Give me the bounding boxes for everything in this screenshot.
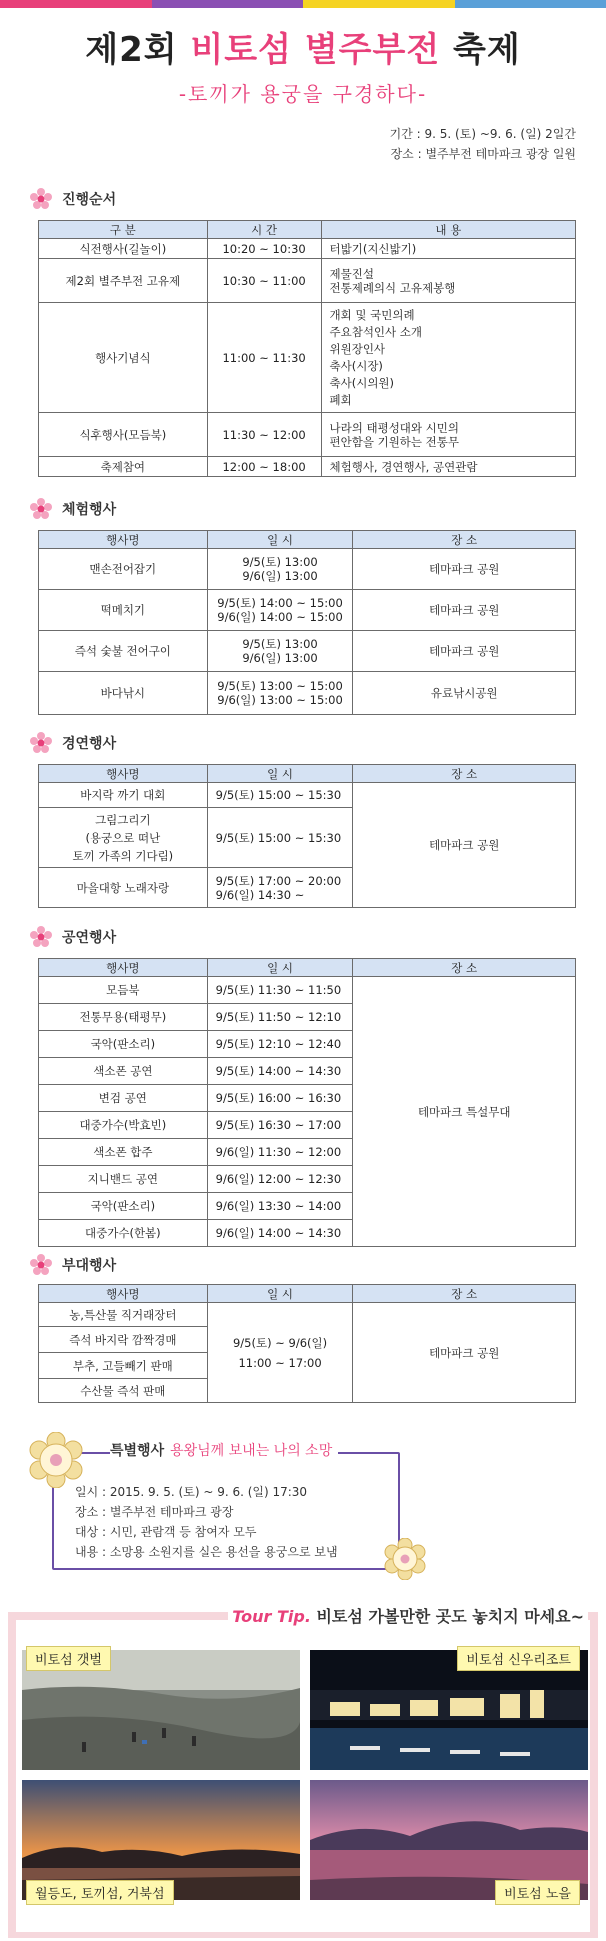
table-row: [39, 457, 576, 477]
cell-line: 축사(시장): [329, 358, 383, 373]
title-part1: 제2회: [85, 30, 191, 70]
table-cell: [321, 303, 576, 413]
title-highlight: 비토섬 별주부전: [190, 30, 441, 70]
event-place: 장소 : 별주부전 테마파크 광장 일원: [390, 147, 576, 161]
header-cell: 장 소: [353, 1285, 576, 1303]
header-cell: 장 소: [353, 765, 576, 783]
flower-icon: [30, 188, 52, 210]
table-cell: 테마파크 공원: [353, 1303, 576, 1403]
table-row: [39, 1303, 576, 1327]
tip-text: 비토섬 가볼만한 곳도 놓치지 마세요~: [316, 1607, 584, 1626]
event-meta: [390, 124, 576, 164]
header-cell: 행사명: [39, 765, 208, 783]
photo-caption-mudflat: 비토섬 갯벌: [26, 1646, 111, 1671]
flower-icon: [30, 1254, 52, 1276]
cell-line: 9/5(토) 15:00 ~ 15:30: [215, 788, 342, 802]
table-cell: [39, 783, 208, 808]
page-subtitle: -토끼가 용궁을 구경하다-: [178, 82, 428, 106]
cell-line: 9/6(일) 13:00: [242, 651, 318, 665]
cell-line: 토끼 가족의 기다림): [72, 848, 174, 863]
table-cell: [207, 1303, 353, 1403]
header-cell: 장 소: [353, 959, 576, 977]
table-cell: 11:30 ~ 12:00: [207, 413, 321, 457]
photo-caption-resort: 비토섬 신우리조트: [457, 1646, 580, 1671]
table-cell: 전통무용(태평무): [39, 1004, 208, 1031]
cell-line: 마을대항 노래자랑: [76, 880, 170, 895]
table-cell: 9/6(일) 11:30 ~ 12:00: [207, 1139, 353, 1166]
table-cell: [39, 808, 208, 868]
table-cell: 테마파크 공원: [353, 631, 576, 672]
header-cell: 일 시: [207, 959, 353, 977]
tour-tip-heading: [228, 1604, 588, 1627]
flower-icon: [30, 926, 52, 948]
table-row: [39, 549, 576, 590]
table-cell: 맨손전어잡기: [39, 549, 208, 590]
section-performance-heading: [30, 926, 116, 948]
section-side-heading: [30, 1254, 116, 1276]
table-cell: [207, 868, 353, 908]
table-cell: 제2회 별주부전 고유제: [39, 259, 208, 303]
event-period: 기간 : 9. 5. (토) ~9. 6. (일) 2일간: [389, 127, 576, 141]
title-part2: 축제: [440, 30, 521, 70]
special-event-details: [75, 1482, 338, 1562]
cell-line: 11:00 ~ 17:00: [238, 1355, 322, 1370]
table-cell: 색소폰 공연: [39, 1058, 208, 1085]
cell-line: 9/6(일) 13:00: [242, 569, 318, 583]
special-title-text: 특별행사: [110, 1443, 165, 1459]
bar-yellow: [303, 0, 455, 8]
photo-caption-sunset: 비토섬 노을: [495, 1880, 580, 1905]
table-cell: [207, 549, 353, 590]
table-cell: [321, 413, 576, 457]
table-row: [39, 413, 576, 457]
cell-line: 위원장인사: [329, 341, 386, 356]
table-cell: 10:30 ~ 11:00: [207, 259, 321, 303]
table-cell: [207, 590, 353, 631]
table-cell: 9/6(일) 12:00 ~ 12:30: [207, 1166, 353, 1193]
table-cell: 국악(판소리): [39, 1031, 208, 1058]
table-cell: 식전행사(길놀이): [39, 239, 208, 259]
cell-line: 9/6(일) 13:00 ~ 15:00: [217, 693, 343, 707]
cell-line: 축사(시의원): [329, 375, 395, 390]
special-event-title: [110, 1440, 338, 1460]
bar-blue: [455, 0, 606, 8]
table-cell: 대중가수(한봄): [39, 1220, 208, 1247]
schedule-table: [38, 220, 576, 477]
table-cell: [207, 672, 353, 715]
table-row: [39, 977, 576, 1004]
header-cell: 장 소: [353, 531, 576, 549]
header-cell: 일 시: [207, 531, 353, 549]
cell-line: 전통제례의식 고유제봉행: [329, 280, 456, 295]
section-experience-heading: [30, 498, 116, 520]
table-cell: [321, 239, 576, 259]
table-cell: [207, 808, 353, 868]
table-row: [39, 303, 576, 413]
table-cell: 9/5(토) 12:10 ~ 12:40: [207, 1031, 353, 1058]
cell-line: 그림그리기: [95, 812, 151, 827]
table-header-row: [39, 221, 576, 239]
cell-line: 주요참석인사 소개: [329, 324, 423, 339]
table-cell: 테마파크 특설무대: [353, 977, 576, 1247]
table-cell: 국악(판소리): [39, 1193, 208, 1220]
contest-table: [38, 764, 576, 908]
table-row: [39, 239, 576, 259]
table-cell: 식후행사(모듬북): [39, 413, 208, 457]
table-cell: [321, 259, 576, 303]
table-cell: 9/5(토) 11:50 ~ 12:10: [207, 1004, 353, 1031]
cell-line: 9/5(토) 15:00 ~ 15:30: [215, 830, 342, 845]
table-row: [39, 672, 576, 715]
cell-line: 나라의 태평성대와 시민의: [329, 420, 460, 435]
medallion-icon: [28, 1432, 84, 1488]
table-cell: 부추, 고들빼기 판매: [39, 1353, 208, 1379]
detail-line: 일시 : 2015. 9. 5. (토) ~ 9. 6. (일) 17:30: [75, 1485, 308, 1499]
table-cell: 모듬북: [39, 977, 208, 1004]
page-title: [0, 22, 606, 71]
table-cell: 9/6(일) 13:30 ~ 14:00: [207, 1193, 353, 1220]
cell-line: 바지락 까기 대회: [80, 788, 166, 802]
table-cell: 떡메치기: [39, 590, 208, 631]
header-cell: 행사명: [39, 959, 208, 977]
flower-icon: [30, 732, 52, 754]
table-cell: 행사기념식: [39, 303, 208, 413]
section-title: 진행순서: [62, 192, 117, 208]
cell-line: 터밟기(지신밟기): [329, 241, 417, 256]
table-row: [39, 783, 576, 808]
table-cell: 변검 공연: [39, 1085, 208, 1112]
table-cell: 테마파크 공원: [353, 783, 576, 908]
section-schedule-heading: [30, 188, 116, 210]
cell-line: 9/6(일) 14:00 ~ 15:00: [217, 610, 343, 624]
header-cell: 행사명: [39, 531, 208, 549]
table-cell: [321, 457, 576, 477]
table-cell: 대중가수(박효빈): [39, 1112, 208, 1139]
table-cell: [39, 868, 208, 908]
header-cell: 내 용: [321, 221, 576, 239]
top-color-bar: [0, 0, 606, 8]
cell-line: 9/5(토) ~ 9/6(일): [232, 1335, 328, 1350]
table-cell: 9/5(토) 11:30 ~ 11:50: [207, 977, 353, 1004]
performance-table: [38, 958, 576, 1247]
table-cell: 색소폰 합주: [39, 1139, 208, 1166]
table-cell: 바다낚시: [39, 672, 208, 715]
cell-line: 9/5(토) 14:00 ~ 15:00: [217, 596, 343, 610]
section-title: 체험행사: [62, 502, 117, 518]
section-contest-heading: [30, 732, 116, 754]
table-cell: 농,특산물 직거래장터: [39, 1303, 208, 1327]
cell-line: 편안함을 기원하는 전통무: [329, 434, 460, 449]
table-cell: 축제참여: [39, 457, 208, 477]
table-cell: 9/5(토) 16:30 ~ 17:00: [207, 1112, 353, 1139]
section-title: 경연행사: [62, 736, 117, 752]
cell-line: 개회 및 국민의례: [329, 307, 415, 322]
bar-purple: [152, 0, 304, 8]
cell-line: 폐회: [329, 392, 352, 407]
bar-pink: [0, 0, 152, 8]
table-cell: 9/6(일) 14:00 ~ 14:30: [207, 1220, 353, 1247]
table-cell: 9/5(토) 16:00 ~ 16:30: [207, 1085, 353, 1112]
section-title: 공연행사: [62, 930, 117, 946]
table-header-row: [39, 1285, 576, 1303]
table-cell: 테마파크 공원: [353, 549, 576, 590]
header-cell: 시 간: [207, 221, 321, 239]
table-cell: 즉석 바지락 깜짝경매: [39, 1327, 208, 1353]
table-header-row: [39, 765, 576, 783]
table-cell: 12:00 ~ 18:00: [207, 457, 321, 477]
table-cell: 10:20 ~ 10:30: [207, 239, 321, 259]
table-header-row: [39, 959, 576, 977]
section-title: 부대행사: [62, 1258, 117, 1274]
cell-line: 9/5(토) 13:00 ~ 15:00: [217, 679, 343, 693]
special-subtitle: 용왕님께 보내는 나의 소망: [170, 1443, 333, 1459]
table-cell: 유료낚시공원: [353, 672, 576, 715]
cell-line: (용궁으로 떠난: [85, 830, 161, 845]
table-cell: 11:00 ~ 11:30: [207, 303, 321, 413]
table-cell: 즉석 숯불 전어구이: [39, 631, 208, 672]
table-cell: 지니밴드 공연: [39, 1166, 208, 1193]
header-cell: 행사명: [39, 1285, 208, 1303]
table-cell: 테마파크 공원: [353, 590, 576, 631]
cell-line: 9/6(일) 14:30 ~: [215, 887, 305, 902]
cell-line: 9/5(토) 17:00 ~ 20:00: [215, 873, 342, 888]
table-row: [39, 259, 576, 303]
experience-table: [38, 530, 576, 715]
photo-caption-islands: 월등도, 토끼섬, 거북섬: [26, 1880, 174, 1905]
detail-line: 내용 : 소망용 소원지를 실은 용선을 용궁으로 보냄: [75, 1545, 338, 1559]
table-cell: [207, 783, 353, 808]
side-events-table: [38, 1284, 576, 1403]
table-row: [39, 631, 576, 672]
table-cell: [207, 631, 353, 672]
flower-icon: [30, 498, 52, 520]
header-cell: 일 시: [207, 765, 353, 783]
tip-label: Tour Tip.: [232, 1607, 311, 1626]
detail-line: 장소 : 별주부전 테마파크 광장: [75, 1505, 234, 1519]
header-cell: 구 분: [39, 221, 208, 239]
cell-line: 9/5(토) 13:00: [242, 555, 318, 569]
table-cell: 9/5(토) 14:00 ~ 14:30: [207, 1058, 353, 1085]
cell-line: 9/5(토) 13:00: [242, 637, 318, 651]
table-cell: 수산물 즉석 판매: [39, 1379, 208, 1403]
medallion-small-icon: [384, 1538, 426, 1580]
table-row: [39, 590, 576, 631]
cell-line: 체험행사, 경연행사, 공연관람: [329, 459, 478, 474]
header-cell: 일 시: [207, 1285, 353, 1303]
table-header-row: [39, 531, 576, 549]
detail-line: 대상 : 시민, 관람객 등 참여자 모두: [75, 1525, 257, 1539]
cell-line: 제물진설: [329, 266, 374, 281]
